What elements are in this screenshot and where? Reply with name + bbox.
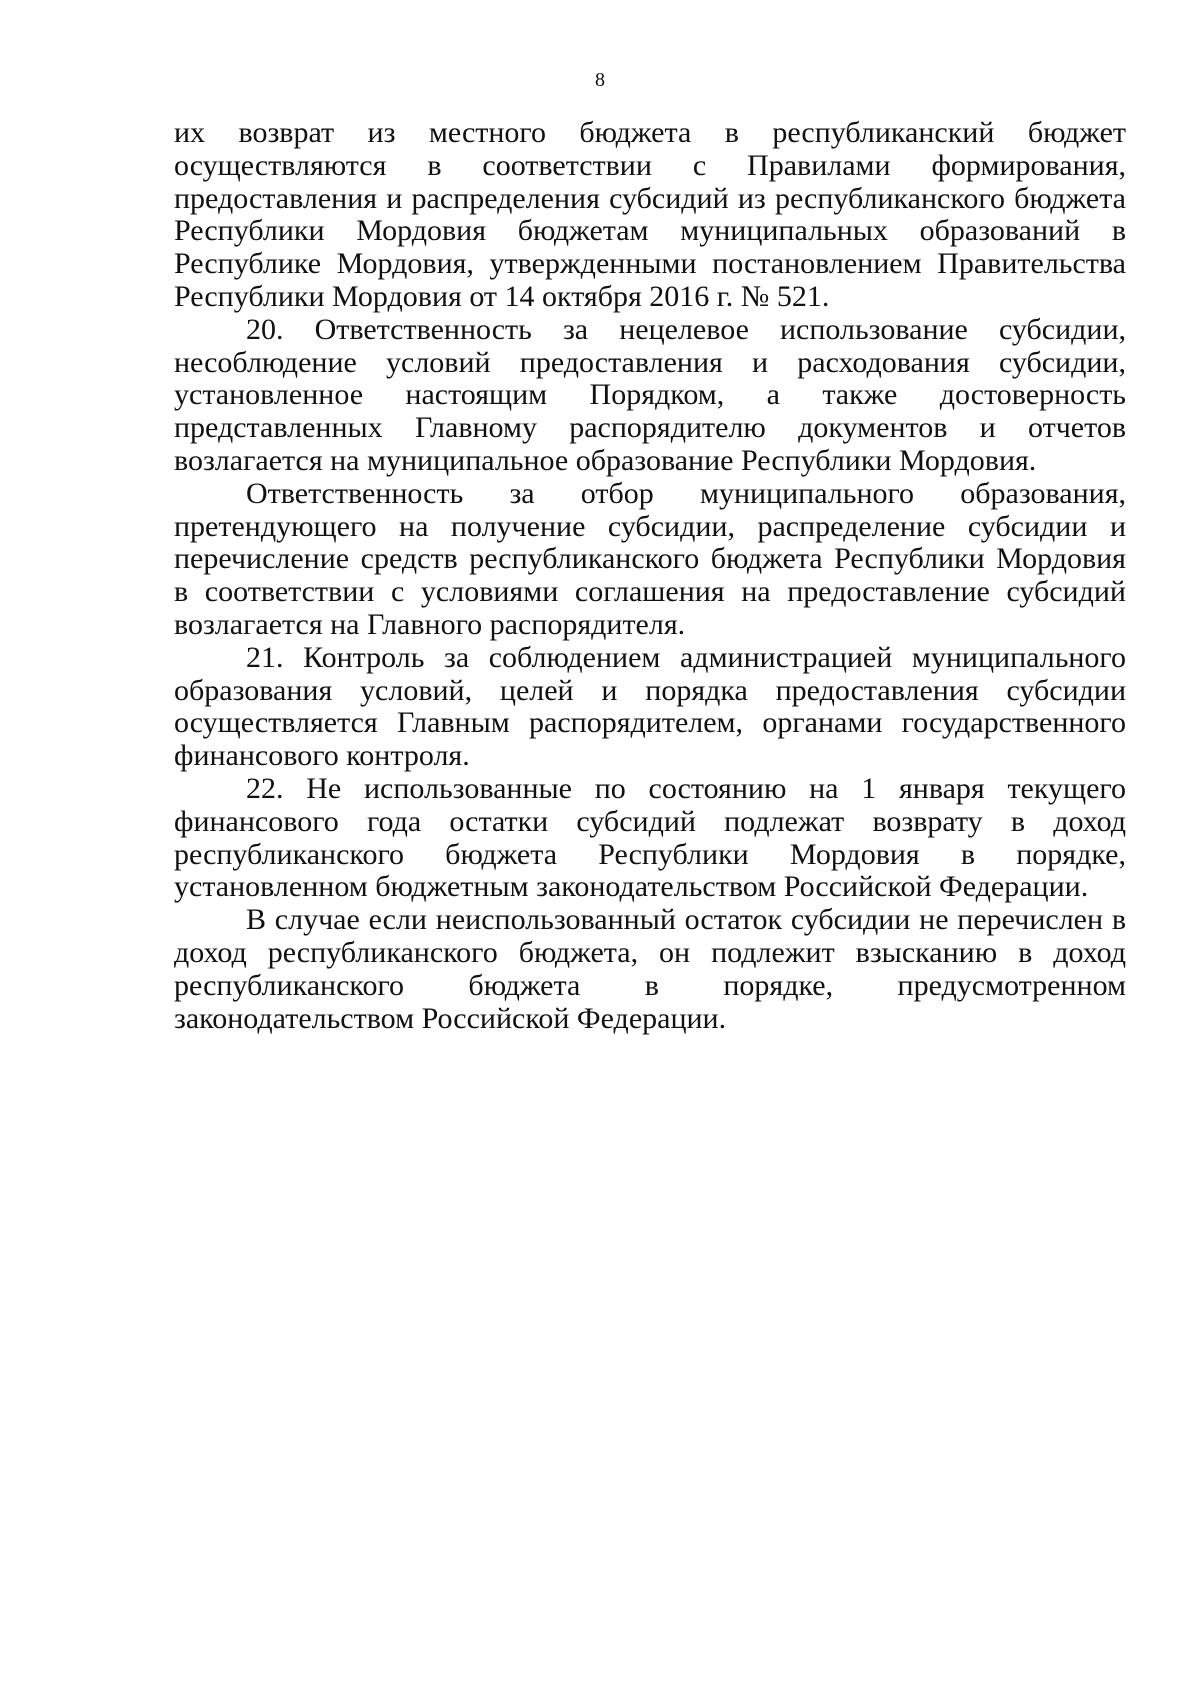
paragraph-item-22: 22. Не использованные по состоянию на 1 января текущего финансового года остатки субсидий подлежат возврату в доход республиканского бюджета Республики Мордовия в порядке, установленном бюджетным законодательством Российской Федерации. <box>174 771 1126 904</box>
paragraph-item-20: 20. Ответственность за нецелевое использование субсидии, несоблюдение условий предоставления и расходования субсидии, установленное настоящим Порядком, а также достоверность представленных Главному распорядителю документов и отчетов возлагается на муниципальное образование Республики Мордовия. <box>174 312 1126 477</box>
document-body <box>174 117 1126 1035</box>
paragraph-unused-balance: В случае если неиспользованный остаток субсидии не перечислен в доход республиканского бюджета, он подлежит взысканию в доход республиканского бюджета в порядке, предусмотренном законодательством Российской Федерации. <box>174 903 1126 1035</box>
paragraph-item-21: 21. Контроль за соблюдением администрацией муниципального образования условий, целей и порядка предоставления субсидии осуществляется Главным распорядителем, органами государственного финансового контроля. <box>174 640 1126 773</box>
paragraph-continuation: их возврат из местного бюджета в республиканский бюджет осуществляются в соответствии с Правилами формирования, предоставления и распределения субсидий из республиканского бюджета Республики Мордовия бюджетам муниципальных образований в Республике Мордовия, утвержденными постановлением Правительства Республики Мордовия от 14 октября 2016 г. № 521. <box>174 116 1126 313</box>
page-number: 8 <box>595 69 605 91</box>
paragraph-responsibility-selection: Ответственность за отбор муниципального образования, претендующего на получение субсидии, распределение субсидии и перечисление средств республиканского бюджета Республики Мордовия в соответствии с условиями соглашения на предоставление субсидий возлагается на Главного распорядителя. <box>174 476 1126 641</box>
